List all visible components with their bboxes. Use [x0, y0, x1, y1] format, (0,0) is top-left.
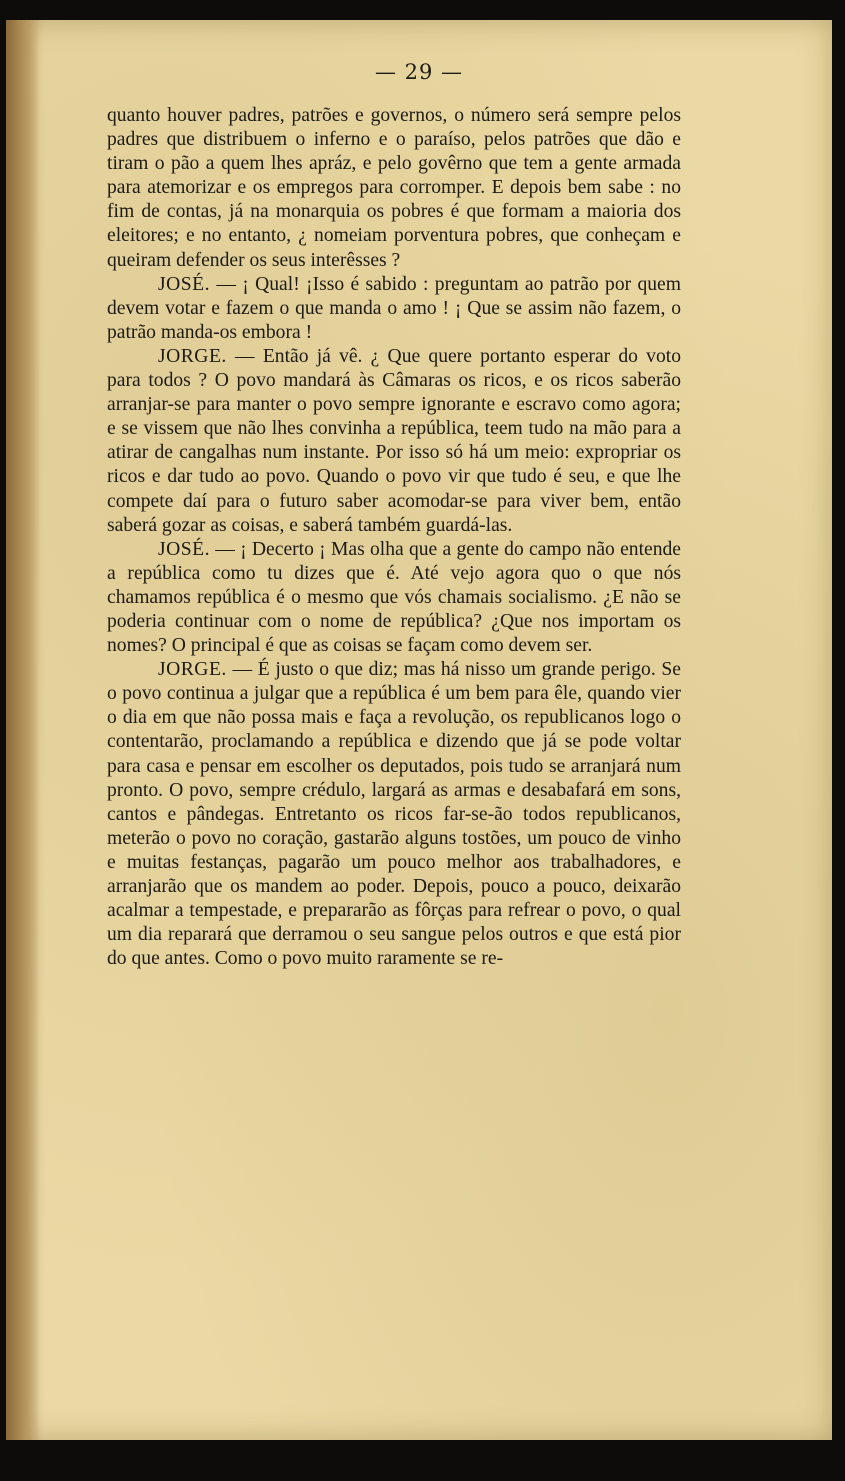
paragraph-1: [107, 104, 681, 273]
paragraph-4: [107, 538, 681, 658]
paragraph-1-text: quanto houver padres, patrões e governos, o número será sempre pelos padres que distribuem o inferno e o paraíso, pelos patrões que dão e tiram o pão a quem lhes apráz, e pelo govêrno que tem a gente armada para atemorizar e os empregos para corromper. E depois bem sabe : no fim de contas, já na monarquia os pobres é que formam a maioria dos eleitores; e no entanto, ¿ nomeiam porventura pobres, que conheçam e queiram defender os seus interêsses ?: [107, 105, 681, 271]
paragraph-5-text: — É justo o que diz; mas há nisso um grande perigo. Se o povo continua a julgar que a república é um bem para êle, quando vier o dia em que não possa mais e faça a revolução, os republicanos logo o contentarão, proclamando a república e dizendo que já se pode voltar para casa e pensar em escolher os deputados, pois tudo se arranjará num pronto. O povo, sempre crédulo, largará as armas e desabafará em sons, cantos e pândegas. Entretanto os ricos far-se-ão todos republicanos, meterão o povo no coração, gastarão alguns tostões, um pouco de vinho e muitas festanças, pagarão um pouco melhor aos trabalhadores, e arranjarão que os mandem ao poder. Depois, pouco a pouco, deixarão acalmar a tempestade, e prepararão as fôrças para refrear o povo, o qual um dia reparará que derramou o seu sangue pelos outros e que está pior do que antes. Como o povo muito raramente se re-: [107, 659, 681, 970]
body-text: [107, 104, 681, 971]
book-page: [6, 20, 832, 1440]
paragraph-2-text: — ¡ Qual! ¡Isso é sabido : preguntam ao patrão por quem devem votar e fazem o que manda o amo ! ¡ Que se assim não fazem, o patrão manda-os embora !: [107, 273, 681, 343]
paragraph-2: [107, 273, 681, 345]
speaker-name: JORGE.: [157, 659, 227, 681]
speaker-name: JORGE.: [157, 345, 227, 367]
paragraph-3-text: — Então já vê. ¿ Que quere portanto esperar do voto para todos ? O povo mandará às Câmaras os ricos, e os ricos saberão arranjar-se para manter o povo sempre ignorante e escravo como agora; e se vissem que não lhes convinha a república, teem tudo na mão para a atirar de cangalhas num instante. Por isso só há um meio: expropriar os ricos e dar tudo ao povo. Quando o povo vir que tudo é seu, e que lhe compete daí para o futuro saber acomodar-se para viver bem, então saberá gozar as coisas, e saberá também guardá-las.: [107, 345, 681, 536]
speaker-name: JOSÉ.: [157, 273, 210, 295]
paragraph-3: [107, 345, 681, 538]
paragraph-5: [107, 658, 681, 971]
page-spine-shadow: [6, 20, 40, 1440]
paragraph-4-text: — ¡ Decerto ¡ Mas olha que a gente do campo não entende a república como tu dizes que é. Até vejo agora quo o que nós chamamos república é o mesmo que vós chamais socialismo. ¿E não se poderia continuar com o nome de república? ¿Que nos importam os nomes? O principal é que as coisas se façam como devem ser.: [107, 538, 681, 657]
page-number: — 29 —: [374, 60, 464, 84]
speaker-name: JOSÉ.: [157, 538, 210, 560]
